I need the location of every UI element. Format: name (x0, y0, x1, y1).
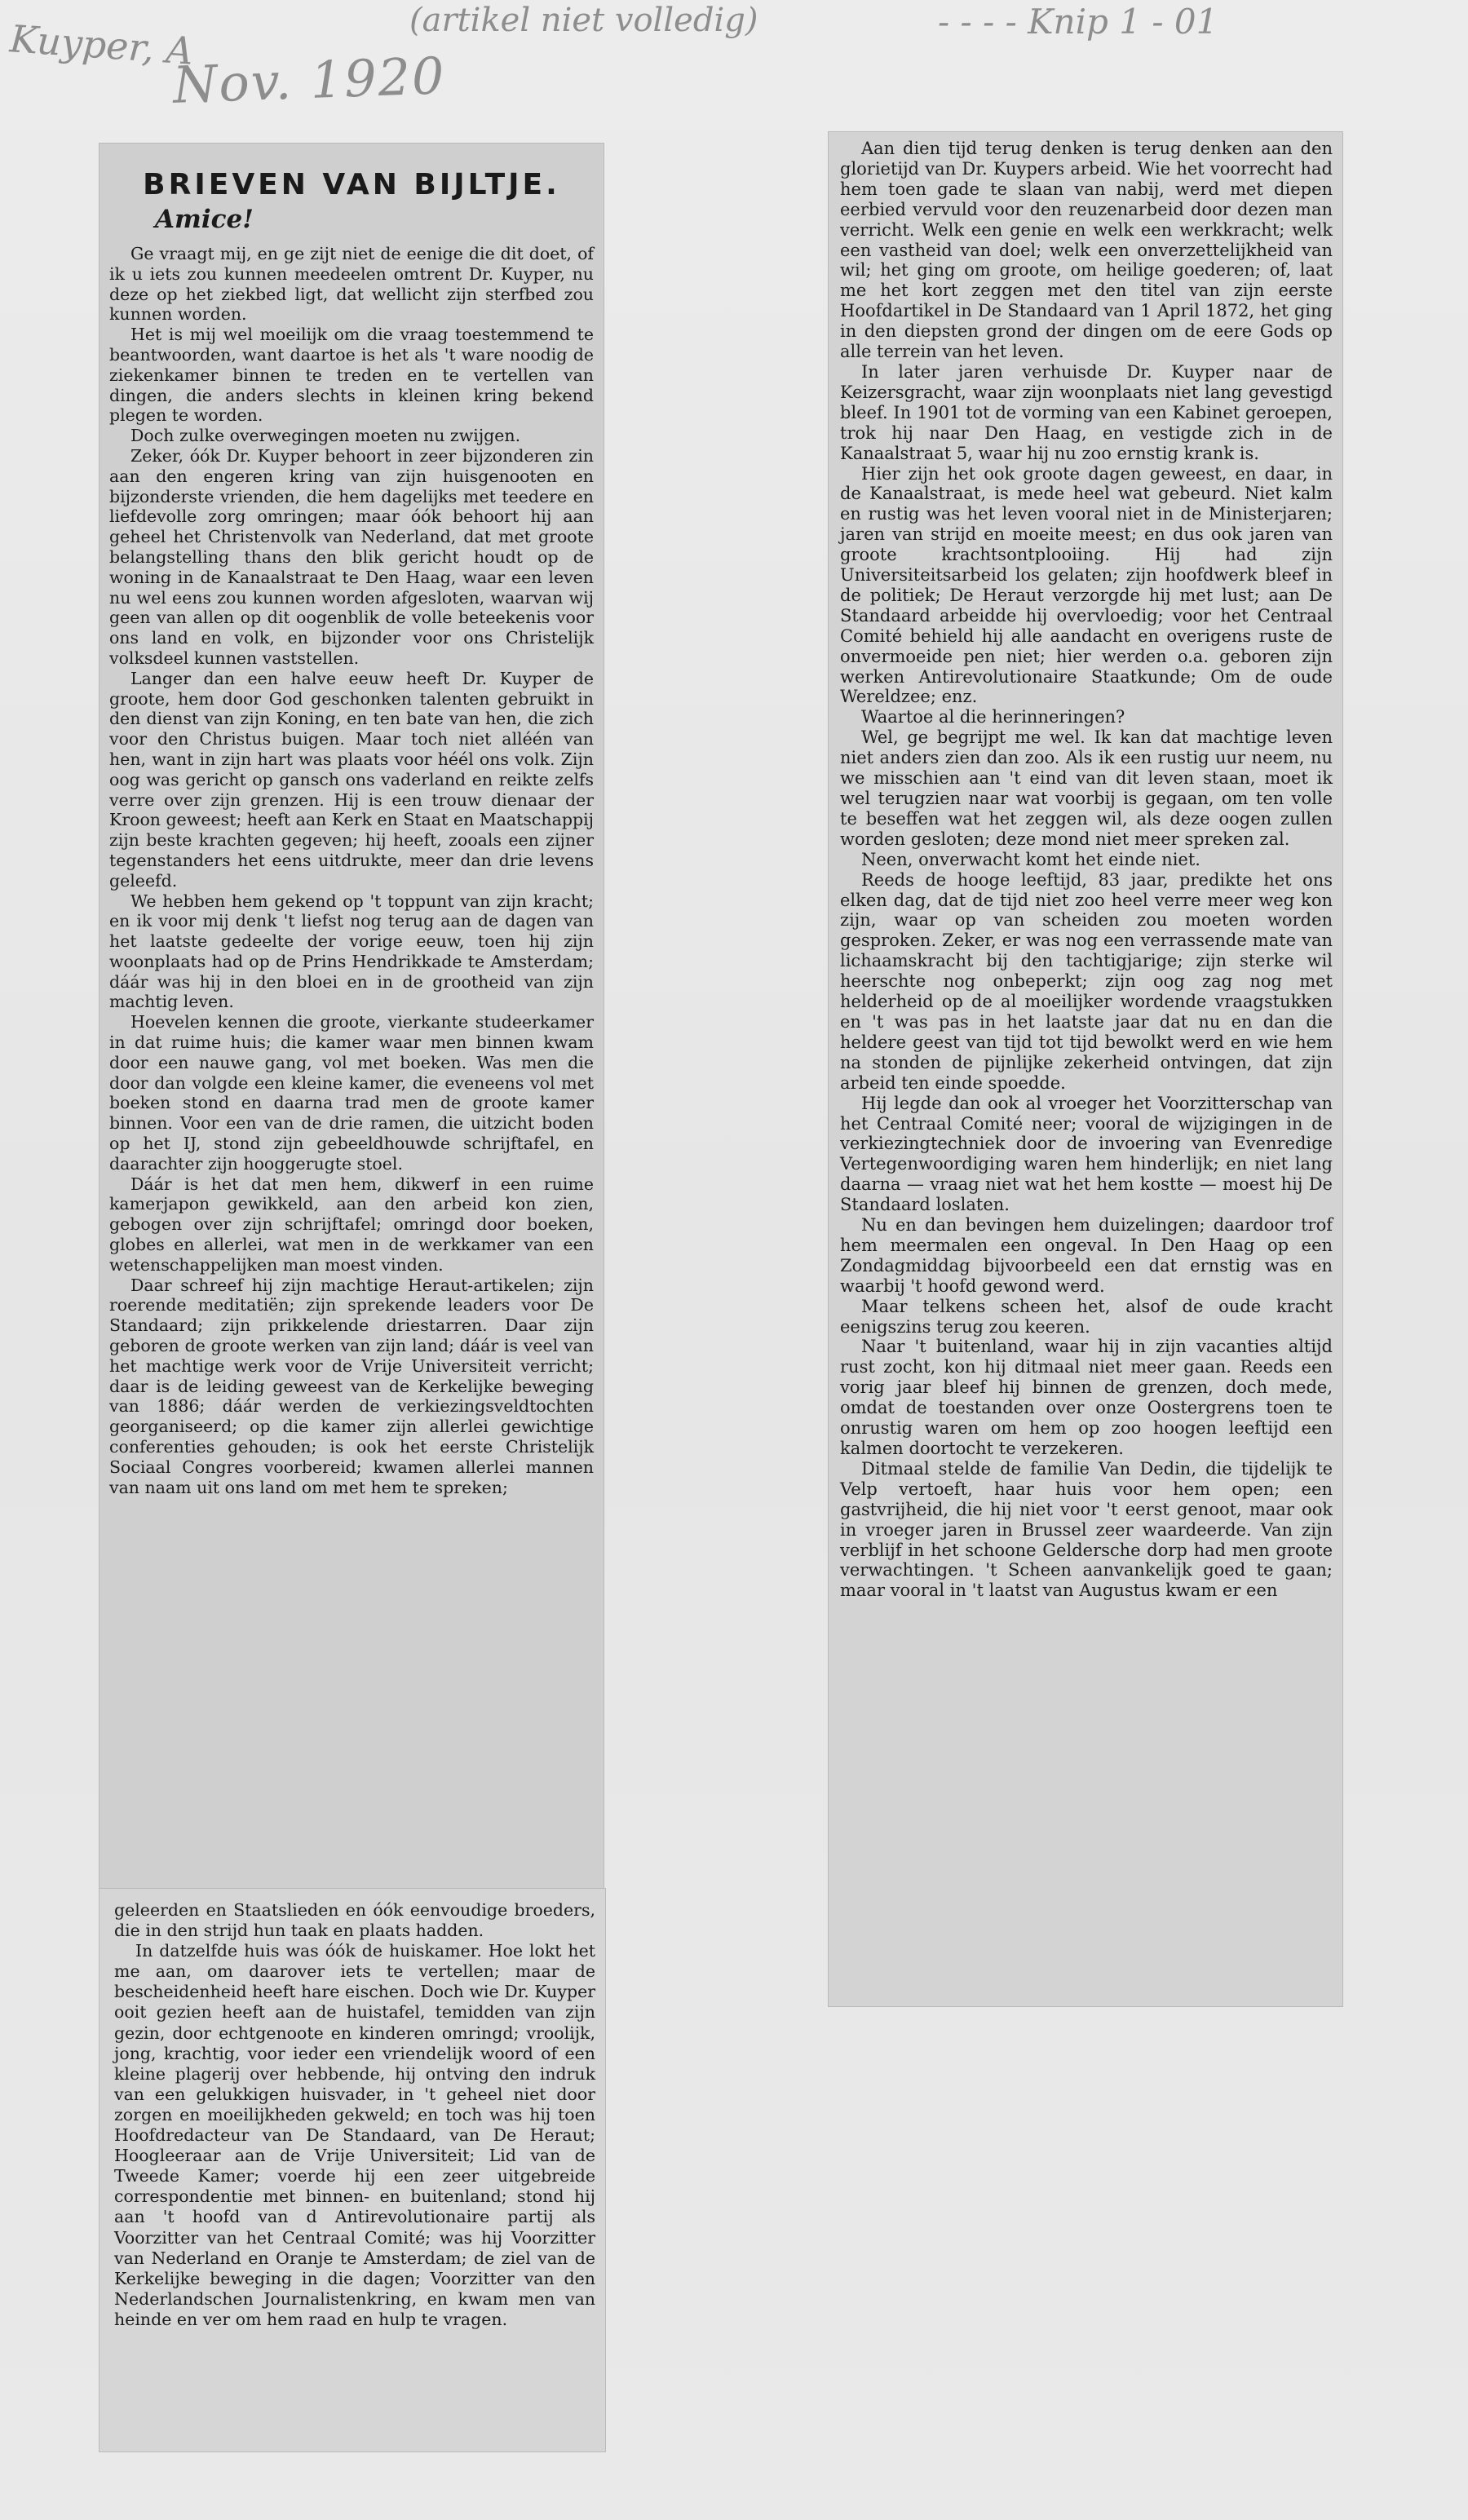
article-headline: BRIEVEN VAN BIJLTJE. (143, 168, 560, 201)
paragraph: Ge vraagt mij, en ge zijt niet de eenige die dit doet, of ik u iets zou kunnen meedeelen omtrent Dr. Kuyper, nu deze op het ziekbed ligt, dat wellicht zijn sterfbed zou kunnen worden. (109, 244, 594, 325)
paragraph: We hebben hem gekend op 't toppunt van zijn kracht; en ik voor mij denk 't liefst nog terug aan de dagen van het laatste gedeelte der vorige eeuw, toen hij zijn woonplaats had op de Prins Hendrikkade te Amsterdam; dáár was hij in den bloei en in de grootheid van zijn machtig leven. (109, 891, 594, 1012)
article-salutation: Amice! (155, 205, 254, 234)
paragraph: In datzelfde huis was óók de huiskamer. Hoe lokt het me aan, om daarover iets te vertellen; maar de bescheidenheid heeft hare eischen. Doch wie Dr. Kuyper ooit gezien heeft aan de huistafel, temidden van zijn gezin, door echtgenoote en kinderen omringd; vroolijk, jong, krachtig, voor ieder een vriendelijk woord of een kleine plagerij over hebbende, hij ontving den indruk van een gelukkigen huisvader, in 't geheel niet door zorgen en moeilijkheden gekweld; en toch was hij toen Hoofdredacteur van De Standaard, van De Heraut; Hoogleeraar aan de Vrije Universiteit; Lid van de Tweede Kamer; voerde hij een zeer uitgebreide correspondentie met binnen- en buitenland; stond hij aan 't hoofd van d Antirevolutionaire partij als Voorzitter van het Centraal Comité; was hij Voorzitter van Nederland en Oranje te Amsterdam; de ziel van de Kerkelijke beweging in die dagen; Voorzitter van den Nederlandschen Journalistenkring, en kwam men van heinde en ver om hem raad en hulp te vragen. (114, 1941, 595, 2329)
clipping-column-1-continued (99, 1889, 605, 2451)
paragraph: In later jaren verhuisde Dr. Kuyper naar de Keizersgracht, waar zijn woonplaats niet lang gevestigd bleef. In 1901 tot de vorming van een Kabinet geroepen, trok hij naar Den Haag, en vestigde zich in de Kanaalstraat 5, waar hij nu zoo ernstig krank is. (840, 361, 1333, 463)
paragraph: Hoevelen kennen die groote, vierkante studeerkamer in dat ruime huis; die kamer waar men binnen kwam door een nauwe gang, vol met boeken. Was men die door dan volgde een kleine kamer, die eveneens vol met boeken stond en daarna trad men de groote kamer binnen. Voor een van de drie ramen, die uitzicht boden op het IJ, stond zijn gebeeldhouwde schrijftafel, en daarachter zijn hooggerugte stoel. (109, 1012, 594, 1174)
clipping-column-1 (99, 144, 604, 1889)
paragraph: Reeds de hooge leeftijd, 83 jaar, predikte het ons elken dag, dat de tijd niet zoo heel verre meer weg kon zijn, waar op van scheiden zou moeten worden gesproken. Zeker, er was nog een verrassende mate van lichaamskracht bij den tachtigjarige; zijn sterke wil heerschte nog onbeperkt; zijn oog zag nog met helderheid op de al moeilijker wordende vraagstukken en 't was pas in het laatste jaar dat nu en dan die heldere geest van tijd tot tijd bewolkt werd en wie hem na stonden de pijnlijke zekerheid ontvingen, dat zijn arbeid ten einde spoedde. (840, 869, 1333, 1093)
paragraph: Neen, onverwacht komt het einde niet. (861, 849, 1200, 869)
paragraph: Het is mij wel moeilijk om die vraag toestemmend te beantwoorden, want daartoe is het als 't ware noodig de ziekenkamer binnen te treden en te vertellen van dingen, die anders slechts in kleinen kring bekend plegen te worden. (109, 325, 594, 426)
paragraph: Naar 't buitenland, waar hij in zijn vacanties altijd rust zocht, kon hij ditmaal niet meer gaan. Reeds een vorig jaar bleef hij binnen de grenzen, doch mede, omdat de toestanden over onze Oostergrens toen te onrustig waren om hem op zoo hoogen leeftijd een kalmen doortocht te verzekeren. (840, 1337, 1333, 1458)
paragraph: Hij legde dan ook al vroeger het Voorzitterschap van het Centraal Comité neer; vooral de wijzigingen in de verkiezingtechniek door de invoering van Evenredige Vertegenwoordiging waren hem hinderlijk; en niet lang daarna — vraag niet wat het hem kostte — moest hij De Standaard loslaten. (840, 1093, 1333, 1215)
paragraph: Langer dan een halve eeuw heeft Dr. Kuyper de groote, hem door God geschonken talenten gebruikt in den dienst van zijn Koning, en ten bate van hen, die zich voor den Christus buigen. Maar toch niet alléén van hen, want in zijn hart was plaats voor héél ons volk. Zijn oog was gericht op gansch ons vaderland en reikte zelfs verre over zijn grenzen. Hij is een trouw dienaar der Kroon geweest; heeft aan Kerk en Staat en Maatschappij zijn beste krachten gegeven; hij heeft, zooals een zijner tegenstanders het eens uitdrukte, meer dan drie levens geleefd. (109, 668, 594, 891)
paragraph: Maar telkens scheen het, alsof de oude kracht eenigszins terug zou keeren. (840, 1296, 1333, 1337)
paragraph: Zeker, óók Dr. Kuyper behoort in zeer bijzonderen zin aan den engeren kring van zijn huisgenooten en bijzonderste vrienden, die hem dagelijks met teedere en liefdevolle zorg omringen; maar óók behoort hij aan geheel het Christenvolk van Nederland, dat met groote belangstelling thans den blik gericht houdt op de woning in de Kanaalstraat te Den Haag, waar een leven nu wel eens zou kunnen worden afgesloten, waarvan wij geen van allen op dit oogenblik de volle beteekenis voor ons land en volk, en bijzonder voor ons Christelijk volksdeel kunnen vaststellen. (109, 445, 594, 668)
paragraph: Daar schreef hij zijn machtige Heraut-artikelen; zijn roerende meditatiën; zijn sprekende leaders voor De Standaard; zijn prikkelende driestarren. Daar zijn geboren de groote werken van zijn land; dáár is veel van het machtige werk voor de Vrije Universiteit verricht; daar is de leiding geweest van de Kerkelijke beweging van 1886; dáár werden de verkiezingsveldtochten georganiseerd; op die kamer zijn allerlei gewichtige conferenties gehouden; is ook het eerste Christelijk Sociaal Congres voorbereid; kwamen allerlei mannen van naam uit ons land om met hem te spreken; (109, 1275, 594, 1497)
paragraph: Nu en dan bevingen hem duizelingen; daardoor trof hem meermalen een ongeval. In Den Haag op een Zondagmiddag bijvoorbeeld een dat ernstig was en waarbij 't hoofd gewond werd. (840, 1215, 1333, 1296)
paragraph: Dáár is het dat men hem, dikwerf in een ruime kamerjapon gewikkeld, aan den arbeid kon zien, gebogen over zijn schrijftafel; omringd door boeken, globes en allerlei, wat men in de werkkamer van een wetenschappelijken man moest vinden. (109, 1174, 594, 1275)
handwritten-date: Nov. 1920 (171, 46, 447, 115)
handwritten-author: Kuyper, A (8, 16, 195, 73)
paragraph: Hier zijn het ook groote dagen geweest, en daar, in de Kanaalstraat, is mede heel wat gebeurd. Niet kalm en rustig was het leven vooral niet in de Ministerjaren; jaren van strijd en moeite meest; en dus ook jaren van groote krachtsontplooiing. Hij had zijn Universiteitsarbeid los gelaten; zijn hoofdwerk bleef in de politiek; De Heraut verzorgde hij met lust; aan De Standaard arbeidde hij overvloedig; voor het Centraal Comité behield hij alle aandacht en overigens ruste de onvermoeide pen niet; hier werden o.a. geboren zijn werken Antirevolutionaire Staatkunde; Om de oude Wereldzee; enz. (840, 463, 1333, 707)
paragraph: Wel, ge begrijpt me wel. Ik kan dat machtige leven niet anders zien dan zoo. Als ik een rustig uur neem, nu we misschien aan 't eind van dit leven staan, moet ik wel terugzien naar wat voorbij is gegaan, om ten volle te beseffen wat het zeggen wil, als deze oogen zullen worden gesloten; deze mond niet meer spreken zal. (840, 727, 1333, 849)
handwritten-note: (artikel niet volledig) (409, 2, 758, 39)
clipping-column-2 (829, 132, 1342, 2006)
handwritten-reference: - - - - Knip 1 - 01 (938, 2, 1218, 42)
paragraph: geleerden en Staatslieden en óók eenvoudige broeders, die in den strijd hun taak en plaats hadden. (114, 1900, 595, 1941)
paragraph: Aan dien tijd terug denken is terug denken aan den glorietijd van Dr. Kuypers arbeid. Wie het voorrecht had hem toen gade te slaan van nabij, werd met diepen eerbied vervuld voor den reuzenarbeid door dezen man verricht. Welk een genie en welk een werkkracht; welk een vastheid van doel; welk een onverzettelijkheid van wil; het ging om groote, om heilige goederen; of, laat me het kort zeggen met den titel van zijn eerste Hoofdartikel in De Standaard van 1 April 1872, het ging in den diepsten grond der dingen om de eere Gods op alle terrein van het leven. (840, 139, 1333, 362)
paragraph: Doch zulke overwegingen moeten nu zwijgen. (130, 426, 521, 446)
paragraph: Ditmaal stelde de familie Van Dedin, die tijdelijk te Velp vertoeft, haar huis voor hem open; een gastvrijheid, die hij niet voor 't eerst genoot, maar ook in vroeger jaren in Brussel zeer waardeerde. Van zijn verblijf in het schoone Geldersche dorp had men groote verwachtingen. 't Scheen aanvankelijk goed te gaan; maar vooral in 't laatst van Augustus kwam er een (840, 1458, 1333, 1601)
paragraph: Waartoe al die herinneringen? (861, 707, 1125, 727)
